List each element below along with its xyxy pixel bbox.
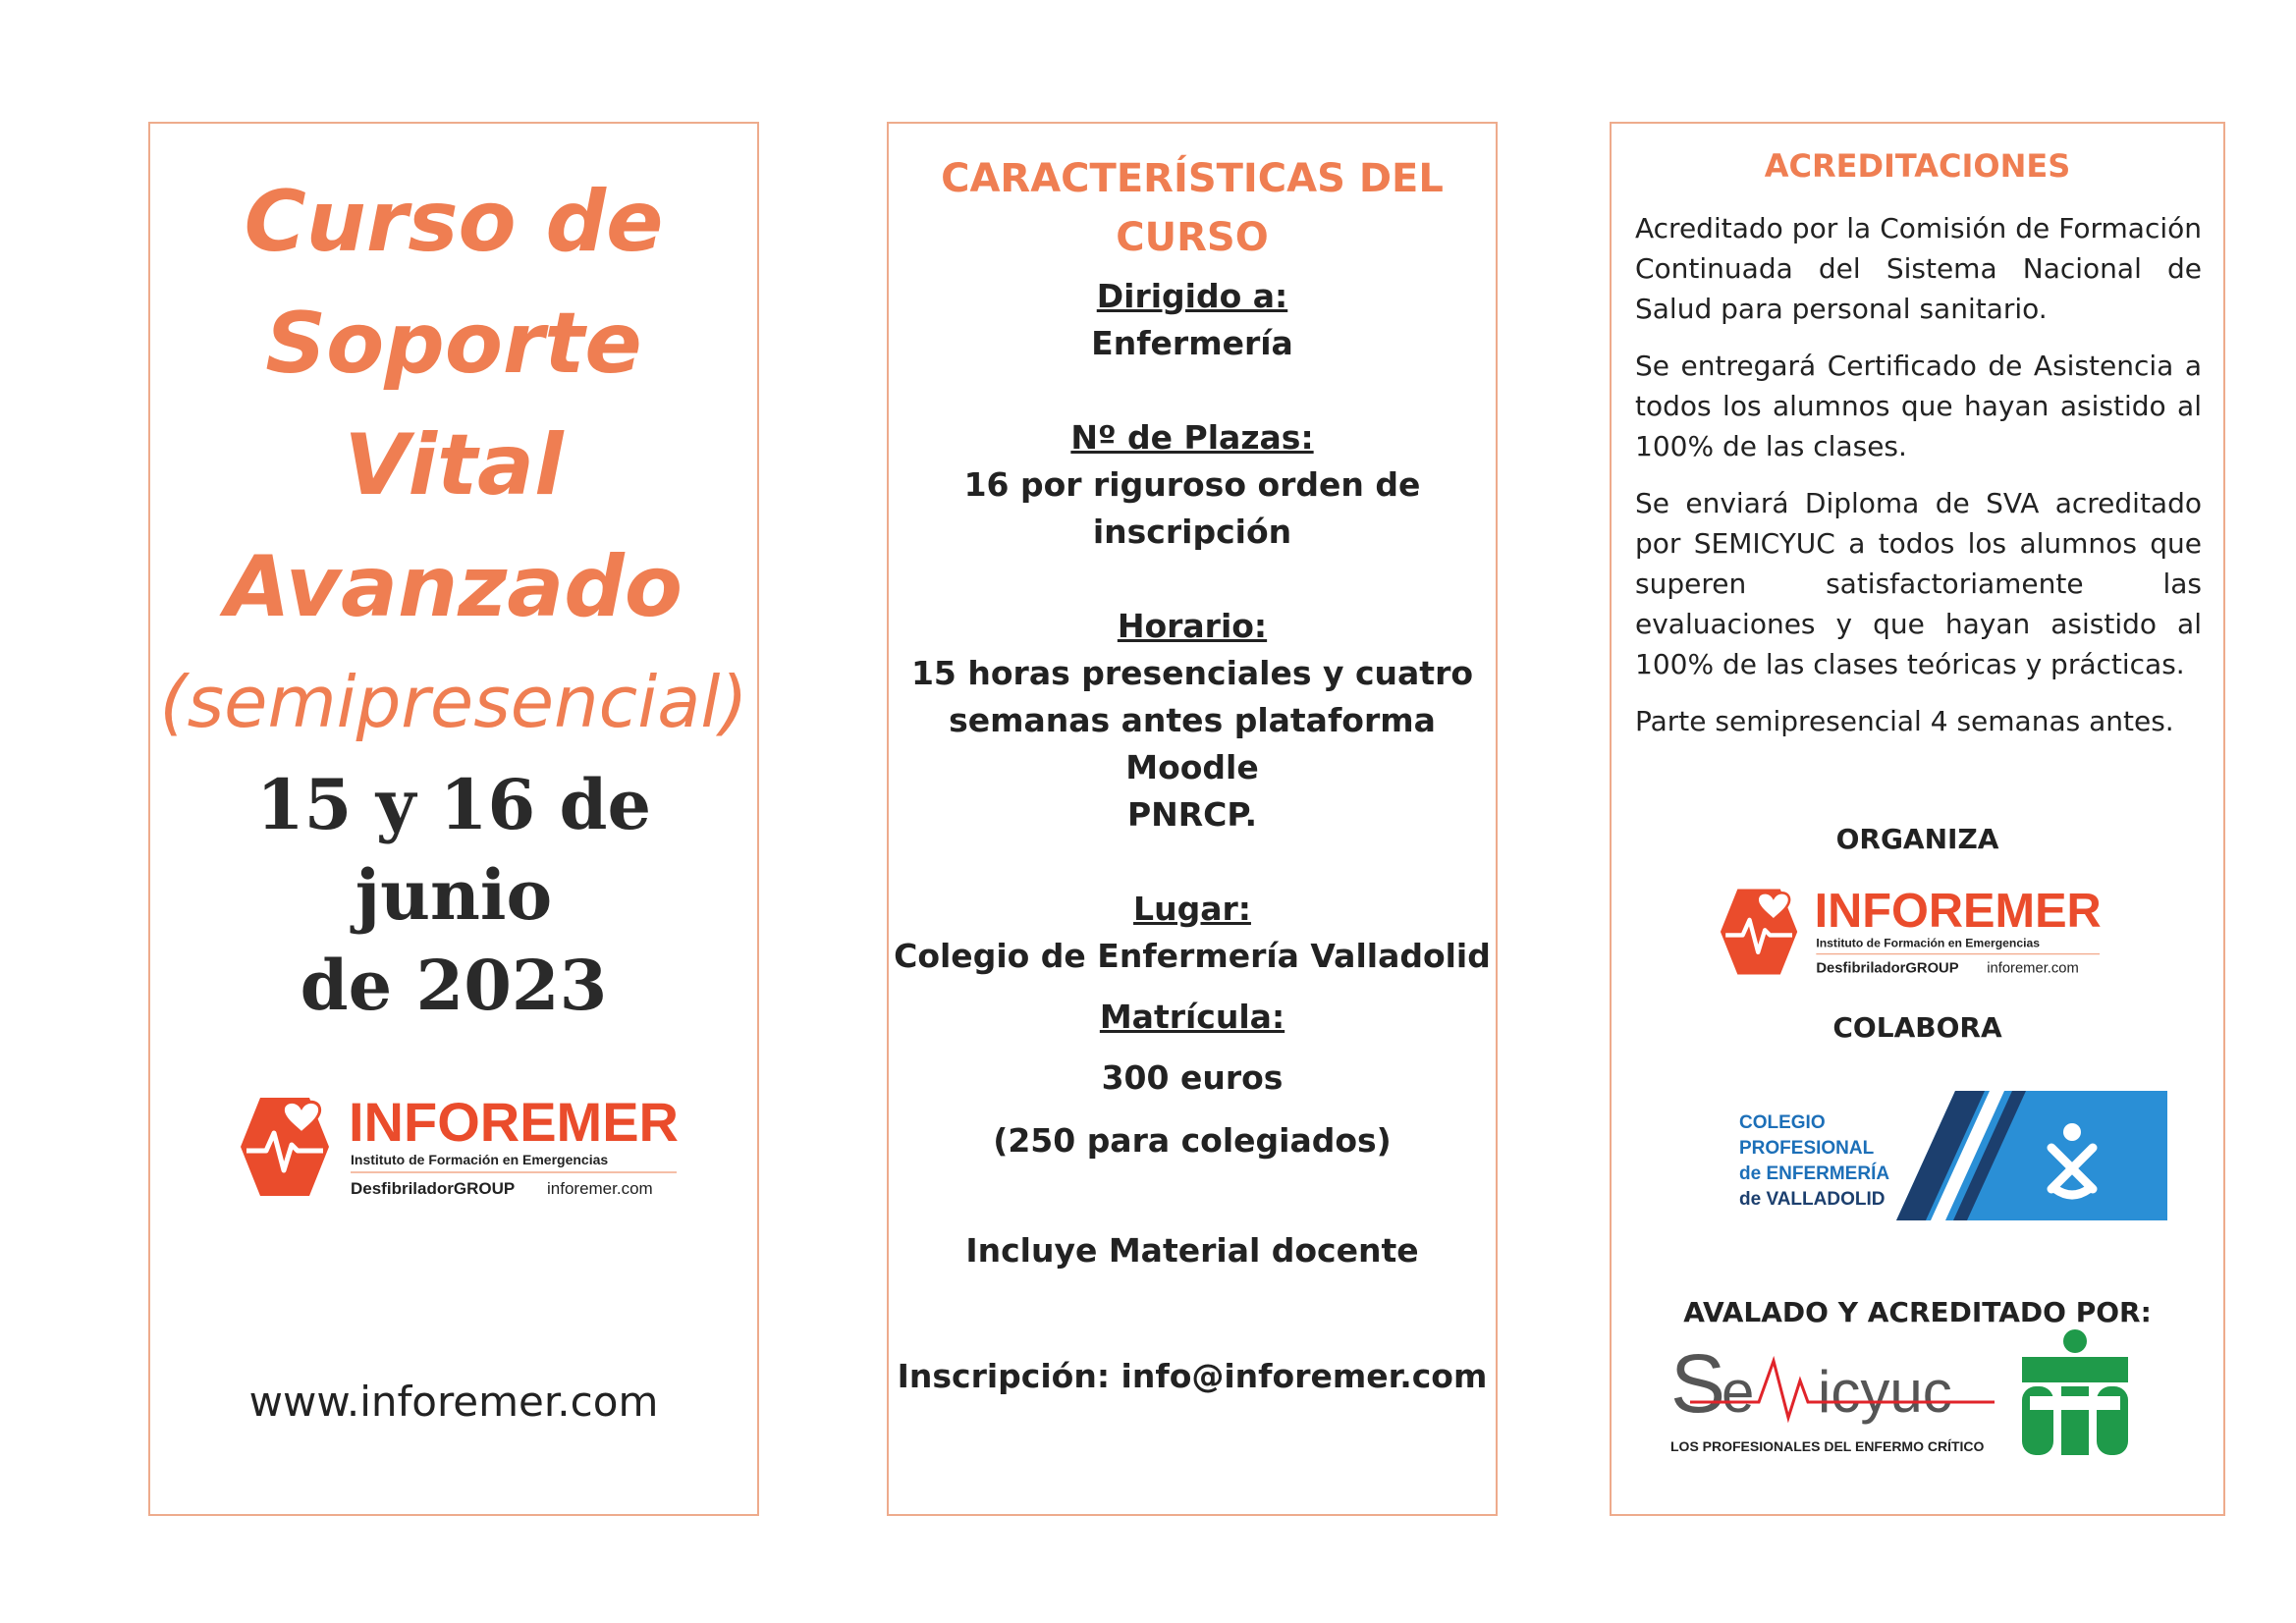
inforemer-logo [233, 1086, 684, 1208]
plazas-label: Nº de Plazas: [1070, 418, 1314, 457]
horario-line-2: semanas antes plataforma Moodle [949, 701, 1436, 786]
title-line-4: (semipresencial) [159, 661, 748, 743]
avalado-label: AVALADO Y ACREDITADO POR: [1683, 1296, 2152, 1328]
horario-line-3: PNRCP. [1126, 795, 1258, 834]
accreditation-paragraph-2: Se entregará Certificado de Asistencia a todos los alumnos que hayan asistido al 100% de las clases. [1635, 350, 2202, 462]
horario-label: Horario: [1117, 607, 1268, 645]
colegio-line-2: PROFESIONAL [1739, 1138, 1875, 1159]
features-panel [887, 122, 1498, 1516]
cfc-logo [2022, 1327, 2128, 1455]
semicyuc-letter-e: e [1722, 1359, 1755, 1425]
website-url: www.inforemer.com [248, 1378, 659, 1426]
date-line-2: de 2023 [300, 945, 608, 1026]
semicyuc-caption: LOS PROFESIONALES DEL ENFERMO CRÍTICO [1670, 1438, 1985, 1454]
dirigido-label: Dirigido a: [1096, 277, 1288, 315]
plazas-line-1: 16 por riguroso orden de [963, 465, 1421, 504]
accreditations-heading: ACREDITACIONES [1764, 147, 2071, 185]
features-content [889, 149, 1496, 1400]
matricula-value: 300 euros [1101, 1058, 1284, 1097]
inforemer-logo-small [1714, 878, 2106, 986]
accreditation-paragraph-3: Se enviará Diploma de SVA acreditado por SEMICYUC a todos los alumnos que superen satisfactoriamente las evaluaciones y que hayan asistido al 100% de las clases teóricas y prácticas. [1635, 487, 2202, 680]
logo-domain: inforemer.com [1987, 960, 2079, 977]
accreditations-panel [1610, 122, 2225, 1516]
course-title [150, 161, 757, 756]
accreditation-paragraph-4: Parte semipresencial 4 semanas antes. [1635, 705, 2174, 737]
logo-tagline: Instituto de Formación en Emergencias [1816, 936, 2040, 950]
dirigido-value: Enfermería [1091, 324, 1293, 362]
organiza-label: ORGANIZA [1835, 823, 1999, 855]
features-heading-line-1: CARACTERÍSTICAS DEL [941, 156, 1444, 201]
features-heading [889, 149, 1496, 267]
accreditation-paragraph-1: Acreditado por la Comisión de Formación Continuada del Sistema Nacional de Salud para personal sanitario. [1635, 212, 2202, 325]
lugar-value: Colegio de Enfermería Valladolid [894, 937, 1491, 975]
title-line-3: Avanzado [225, 538, 683, 636]
title-line-1: Curso de [244, 173, 664, 271]
cfc-dot [2063, 1329, 2087, 1353]
cfc-top-band [2022, 1357, 2128, 1382]
colabora-label: COLABORA [1832, 1011, 2002, 1044]
logo-domain: inforemer.com [547, 1179, 653, 1198]
semicyuc-letter-s: S [1670, 1337, 1726, 1430]
colegio-enfermeria-logo [1739, 1091, 2167, 1220]
matricula-label: Matrícula: [1099, 998, 1285, 1036]
course-date [150, 760, 757, 1031]
plazas-line-2: inscripción [1092, 513, 1292, 551]
logo-name: INFOREMER [349, 1091, 679, 1153]
colegio-line-3: de ENFERMERÍA [1739, 1163, 1890, 1184]
inscripcion-contact: Inscripción: info@inforemer.com [897, 1357, 1488, 1395]
colegio-line-4: de VALLADOLID [1739, 1189, 1886, 1210]
cfc-inner-band [2030, 1396, 2120, 1410]
cover-panel [148, 122, 759, 1516]
colegio-line-1: COLEGIO [1739, 1112, 1826, 1133]
horario-line-1: 15 horas presenciales y cuatro [910, 654, 1474, 692]
semicyuc-letters: icyuc [1818, 1359, 1952, 1425]
lugar-label: Lugar: [1133, 890, 1251, 928]
date-line-1: 15 y 16 de junio [255, 764, 652, 936]
logo-tagline: Instituto de Formación en Emergencias [351, 1152, 609, 1167]
material-note: Incluye Material docente [965, 1231, 1419, 1270]
semicyuc-logo [1670, 1331, 2004, 1459]
features-heading-line-2: CURSO [1116, 215, 1269, 260]
logo-group: DesfibriladorGROUP [351, 1179, 516, 1198]
logo-group: DesfibriladorGROUP [1816, 960, 1959, 977]
matricula-colegiados: (250 para colegiados) [993, 1121, 1392, 1160]
logo-name: INFOREMER [1814, 884, 2102, 938]
accreditations-text [1635, 208, 2202, 758]
title-line-2: Soporte Vital [265, 295, 642, 514]
